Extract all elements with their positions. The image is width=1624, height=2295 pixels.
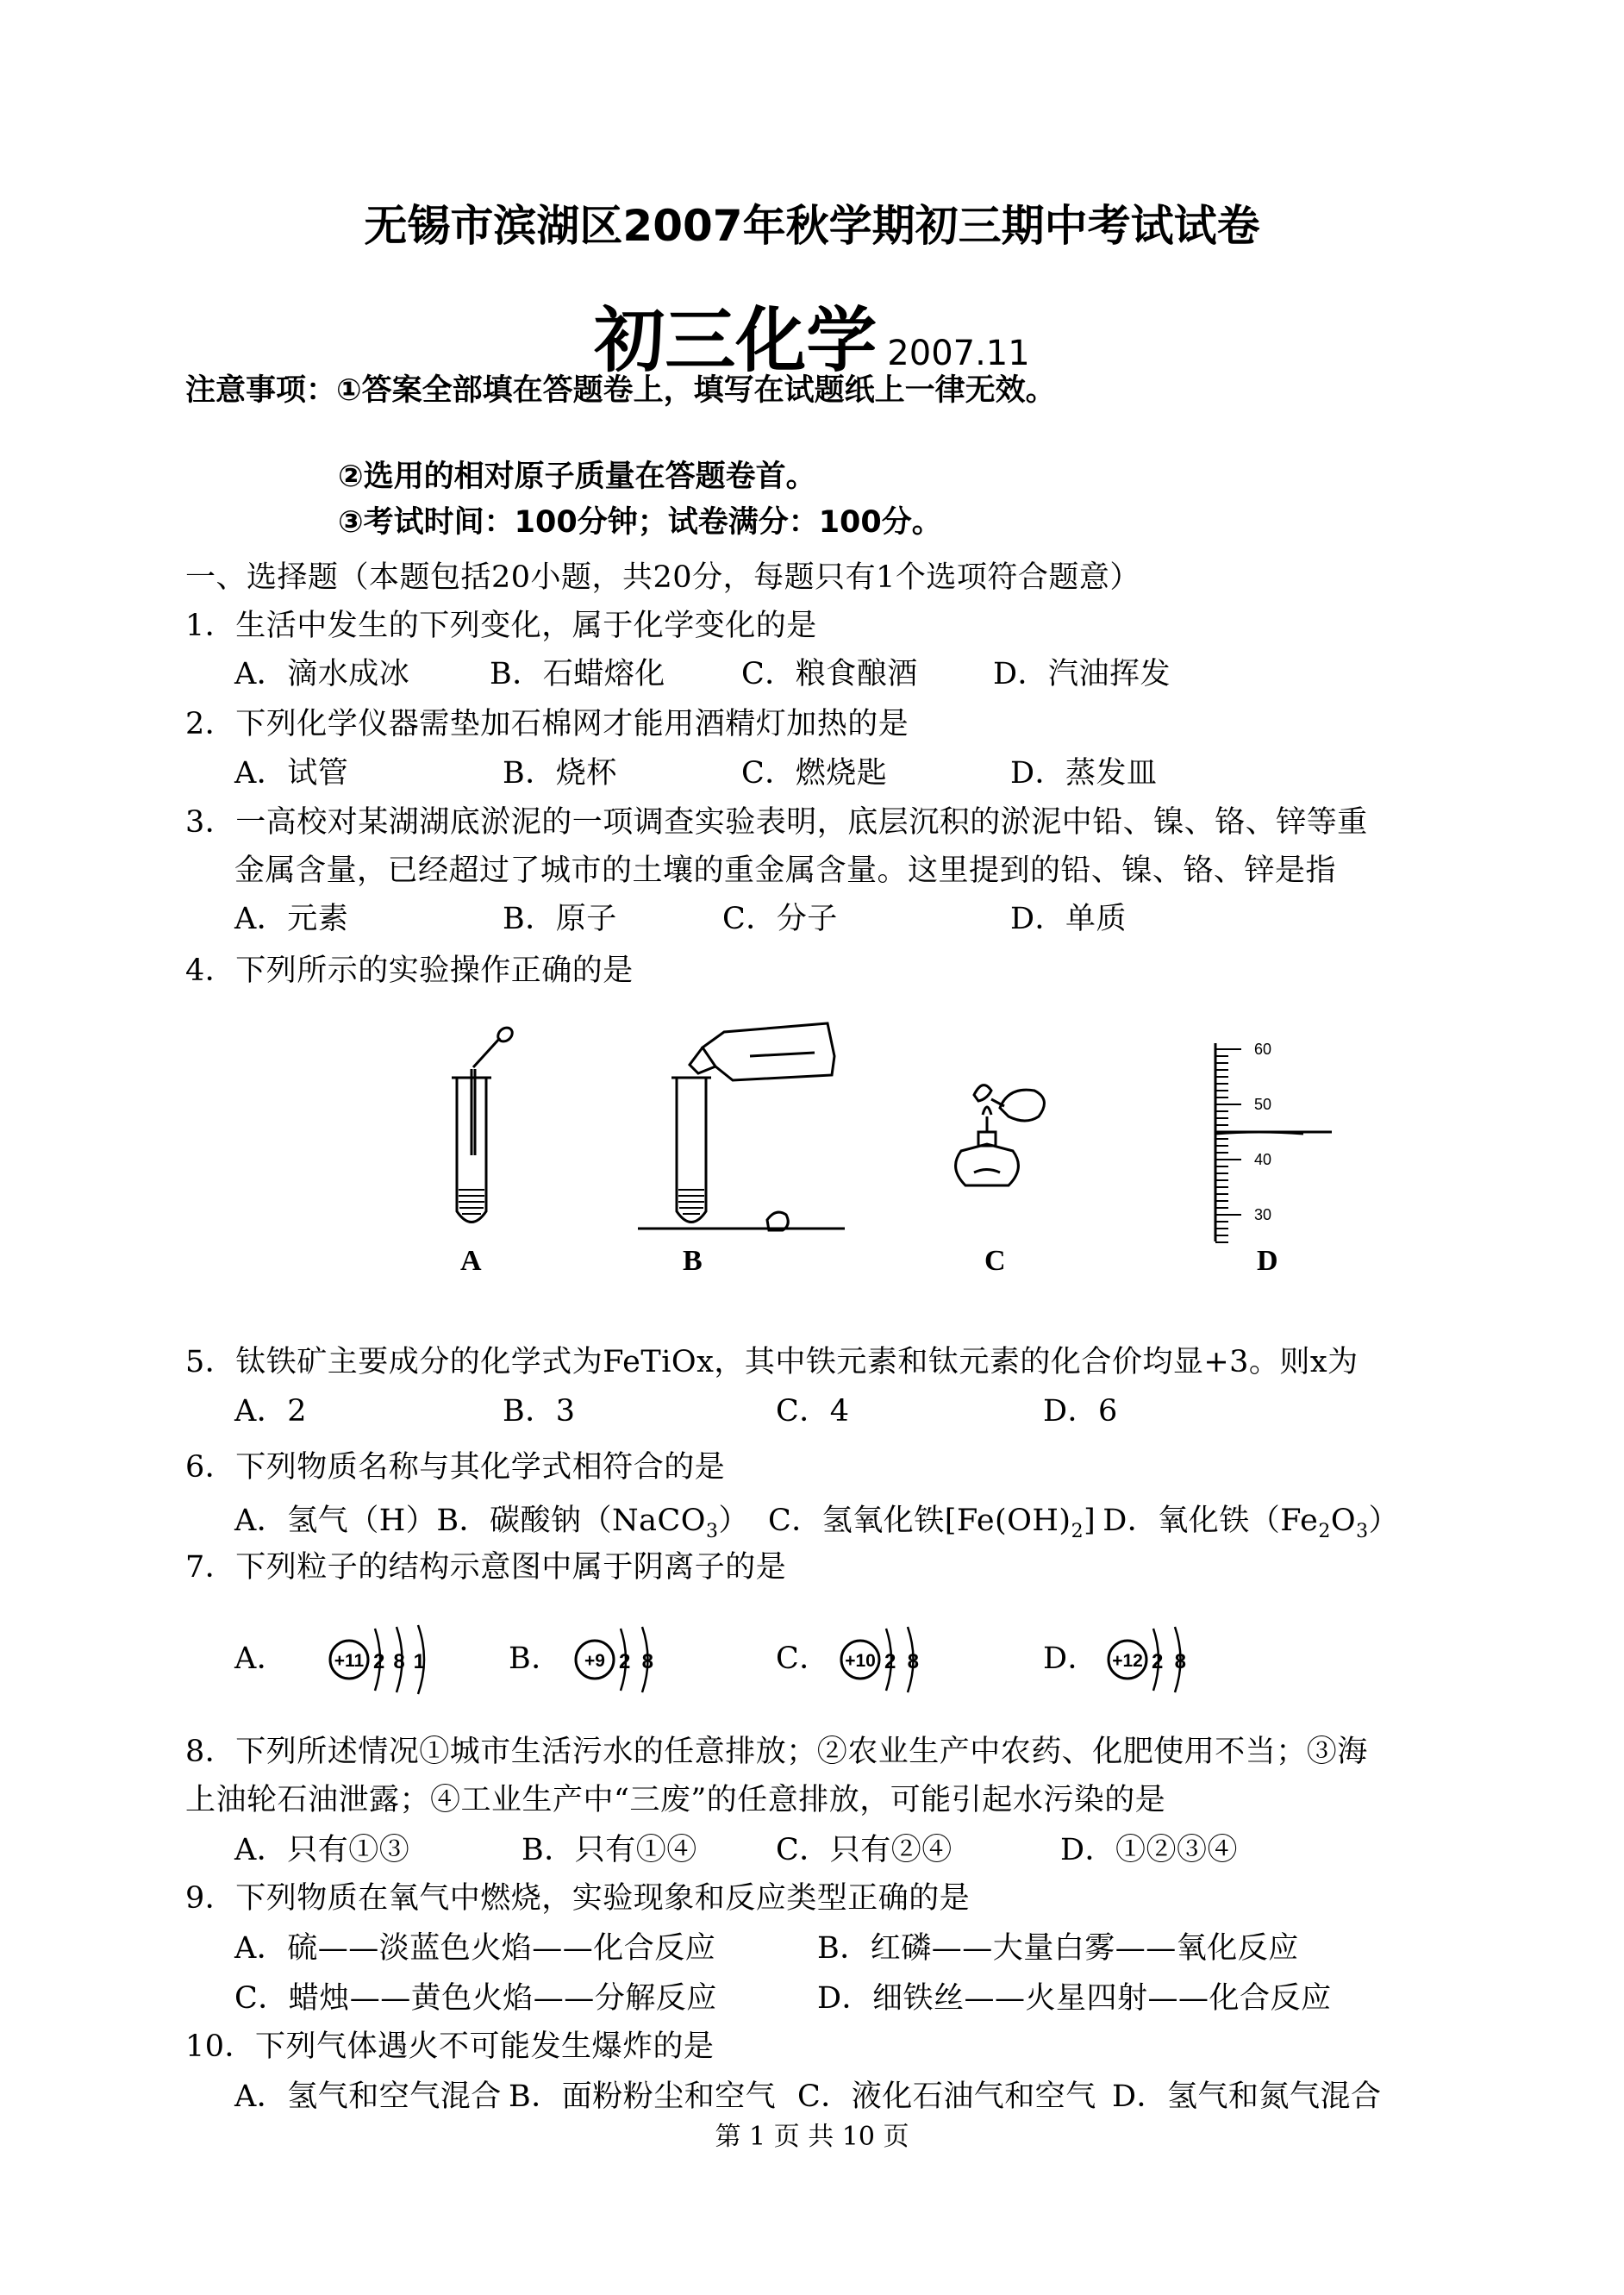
question-stem-continued: 上油轮石油泄露；④工业生产中“三废”的任意排放，可能引起水污染的是: [185, 1783, 1166, 1817]
svg-text:+12: +12: [1112, 1651, 1143, 1671]
question-stem: 10．下列气体遇火不可能发生爆炸的是: [185, 2029, 715, 2064]
option: A．2: [234, 1394, 308, 1429]
svg-text:+11: +11: [334, 1651, 365, 1671]
option: A．试管: [234, 756, 349, 791]
section-heading: 一、选择题（本题包括20小题，共20分，每题只有1个选项符合题意）: [185, 560, 1140, 595]
note-item: ②选用的相对原子质量在答题卷首。: [338, 460, 816, 494]
question-stem: 9．下列物质在氧气中燃烧，实验现象和反应类型正确的是: [185, 1881, 971, 1916]
option: B．3: [503, 1394, 576, 1429]
exam-title: 无锡市滨湖区2007年秋学期初三期中考试试卷: [364, 201, 1260, 251]
option: A．氢气和空气混合: [234, 2079, 502, 2114]
figure-label-d: D: [1257, 1245, 1278, 1277]
option: A．滴水成冰: [234, 657, 410, 691]
note-item: ③考试时间：100分钟；试卷满分：100分。: [338, 505, 942, 540]
option: A．氢气（H）: [234, 1504, 437, 1538]
option: A．硫——淡蓝色火焰——化合反应: [234, 1931, 716, 1966]
option: B．碳酸钠（NaCO$_3$）: [436, 1504, 750, 1542]
svg-text:2 8 1: 2 8 1: [373, 1650, 425, 1673]
option: B．石蜡熔化: [490, 657, 665, 691]
option: D．汽油挥发: [993, 657, 1171, 691]
question-stem: 2．下列化学仪器需垫加石棉网才能用酒精灯加热的是: [185, 707, 909, 741]
option: C．蜡烛——黄色火焰——分解反应: [234, 1981, 717, 2016]
question-stem: 5．钛铁矿主要成分的化学式为FeTiOx，其中铁元素和钛元素的化合价均显+3。则x为: [185, 1345, 1359, 1379]
option: D．细铁丝——火星四射——化合反应: [817, 1981, 1332, 2016]
option: D．氢气和氮气混合: [1112, 2079, 1382, 2114]
cylinder-tick-label: 40: [1254, 1151, 1272, 1168]
svg-text:2 8: 2 8: [619, 1650, 653, 1673]
question-stem-continued: 金属含量，已经超过了城市的土壤的重金属含量。这里提到的铅、镍、铬、锌是指: [234, 854, 1337, 888]
figure-a-dropper-in-tube: [414, 1026, 543, 1233]
cylinder-tick-label: 30: [1254, 1206, 1272, 1223]
option: C．分子: [722, 902, 838, 936]
question-stem: 3．一高校对某湖湖底淤泥的一项调查实验表明，底层沉积的淤泥中铅、镍、铬、锌等重: [185, 805, 1368, 840]
figure-c-alcohol-lamps: [940, 1065, 1069, 1203]
svg-text:+10: +10: [845, 1651, 876, 1671]
cylinder-tick-marks: [1215, 1049, 1241, 1242]
figure-label-a: A: [460, 1245, 482, 1277]
atom-option-label: D．: [1043, 1642, 1099, 1676]
option: B．只有①④: [522, 1833, 697, 1867]
question-stem: 1．生活中发生的下列变化，属于化学变化的是: [185, 609, 817, 643]
question-stem: 6．下列物质名称与其化学式相符合的是: [185, 1450, 726, 1485]
option: C．4: [776, 1394, 850, 1429]
subject-title: 初三化学: [594, 300, 878, 382]
option: D．6: [1043, 1394, 1118, 1429]
atom-diagram-c: [834, 1617, 964, 1703]
option: C．液化石油气和空气: [797, 2079, 1096, 2114]
option: A．只有①③: [234, 1833, 410, 1867]
option: D．蒸发皿: [1010, 756, 1158, 791]
svg-text:2 8: 2 8: [884, 1650, 919, 1673]
atom-option-label: B．: [509, 1642, 562, 1676]
option: C．氢氧化铁$[Fe(OH)_2]$: [768, 1504, 1096, 1542]
notes-label: 注意事项：: [185, 373, 337, 408]
option: D．氧化铁$(Fe_2O_3)$: [1102, 1504, 1400, 1542]
figure-label-b: B: [683, 1245, 703, 1277]
atom-diagram-a: [323, 1617, 453, 1703]
option: B．面粉粉尘和空气: [509, 2079, 777, 2114]
svg-text:2 8: 2 8: [1152, 1650, 1186, 1673]
option: B．红磷——大量白雾——氧化反应: [817, 1931, 1299, 1966]
atom-diagram-d: [1102, 1617, 1231, 1703]
option: C．只有②④: [776, 1833, 953, 1867]
atom-option-label: A．: [234, 1642, 288, 1676]
exam-date: 2007.11: [887, 334, 1030, 373]
atom-diagram-b: [569, 1617, 698, 1703]
figure-d-graduated-cylinder: [1207, 1039, 1345, 1246]
option: D．①②③④: [1060, 1833, 1239, 1867]
option: B．烧杯: [503, 756, 617, 791]
cylinder-tick-label: 50: [1254, 1096, 1272, 1113]
atom-option-label: C．: [776, 1642, 830, 1676]
option: D．单质: [1010, 902, 1127, 936]
notes-line-1: [185, 366, 1056, 410]
figure-b-pouring-liquid: [629, 1022, 853, 1237]
note-item: ①答案全部填在答题卷上，填写在试题纸上一律无效。: [336, 373, 1056, 408]
svg-text:+9: +9: [584, 1651, 605, 1671]
cylinder-tick-label: 60: [1254, 1041, 1272, 1058]
figure-label-c: C: [984, 1245, 1006, 1277]
option: C．燃烧匙: [741, 756, 888, 791]
question-stem: 8．下列所述情况①城市生活污水的任意排放；②农业生产中农药、化肥使用不当；③海: [185, 1735, 1368, 1769]
option: A．元素: [234, 902, 349, 936]
page-footer: 第 1 页 共 10 页: [715, 2122, 909, 2152]
question-stem: 4．下列所示的实验操作正确的是: [185, 954, 634, 988]
options-row: [234, 1502, 1399, 1551]
question-stem: 7．下列粒子的结构示意图中属于阴离子的是: [185, 1550, 787, 1585]
option: B．原子: [503, 902, 617, 936]
option: C．粮食酿酒: [741, 657, 918, 691]
